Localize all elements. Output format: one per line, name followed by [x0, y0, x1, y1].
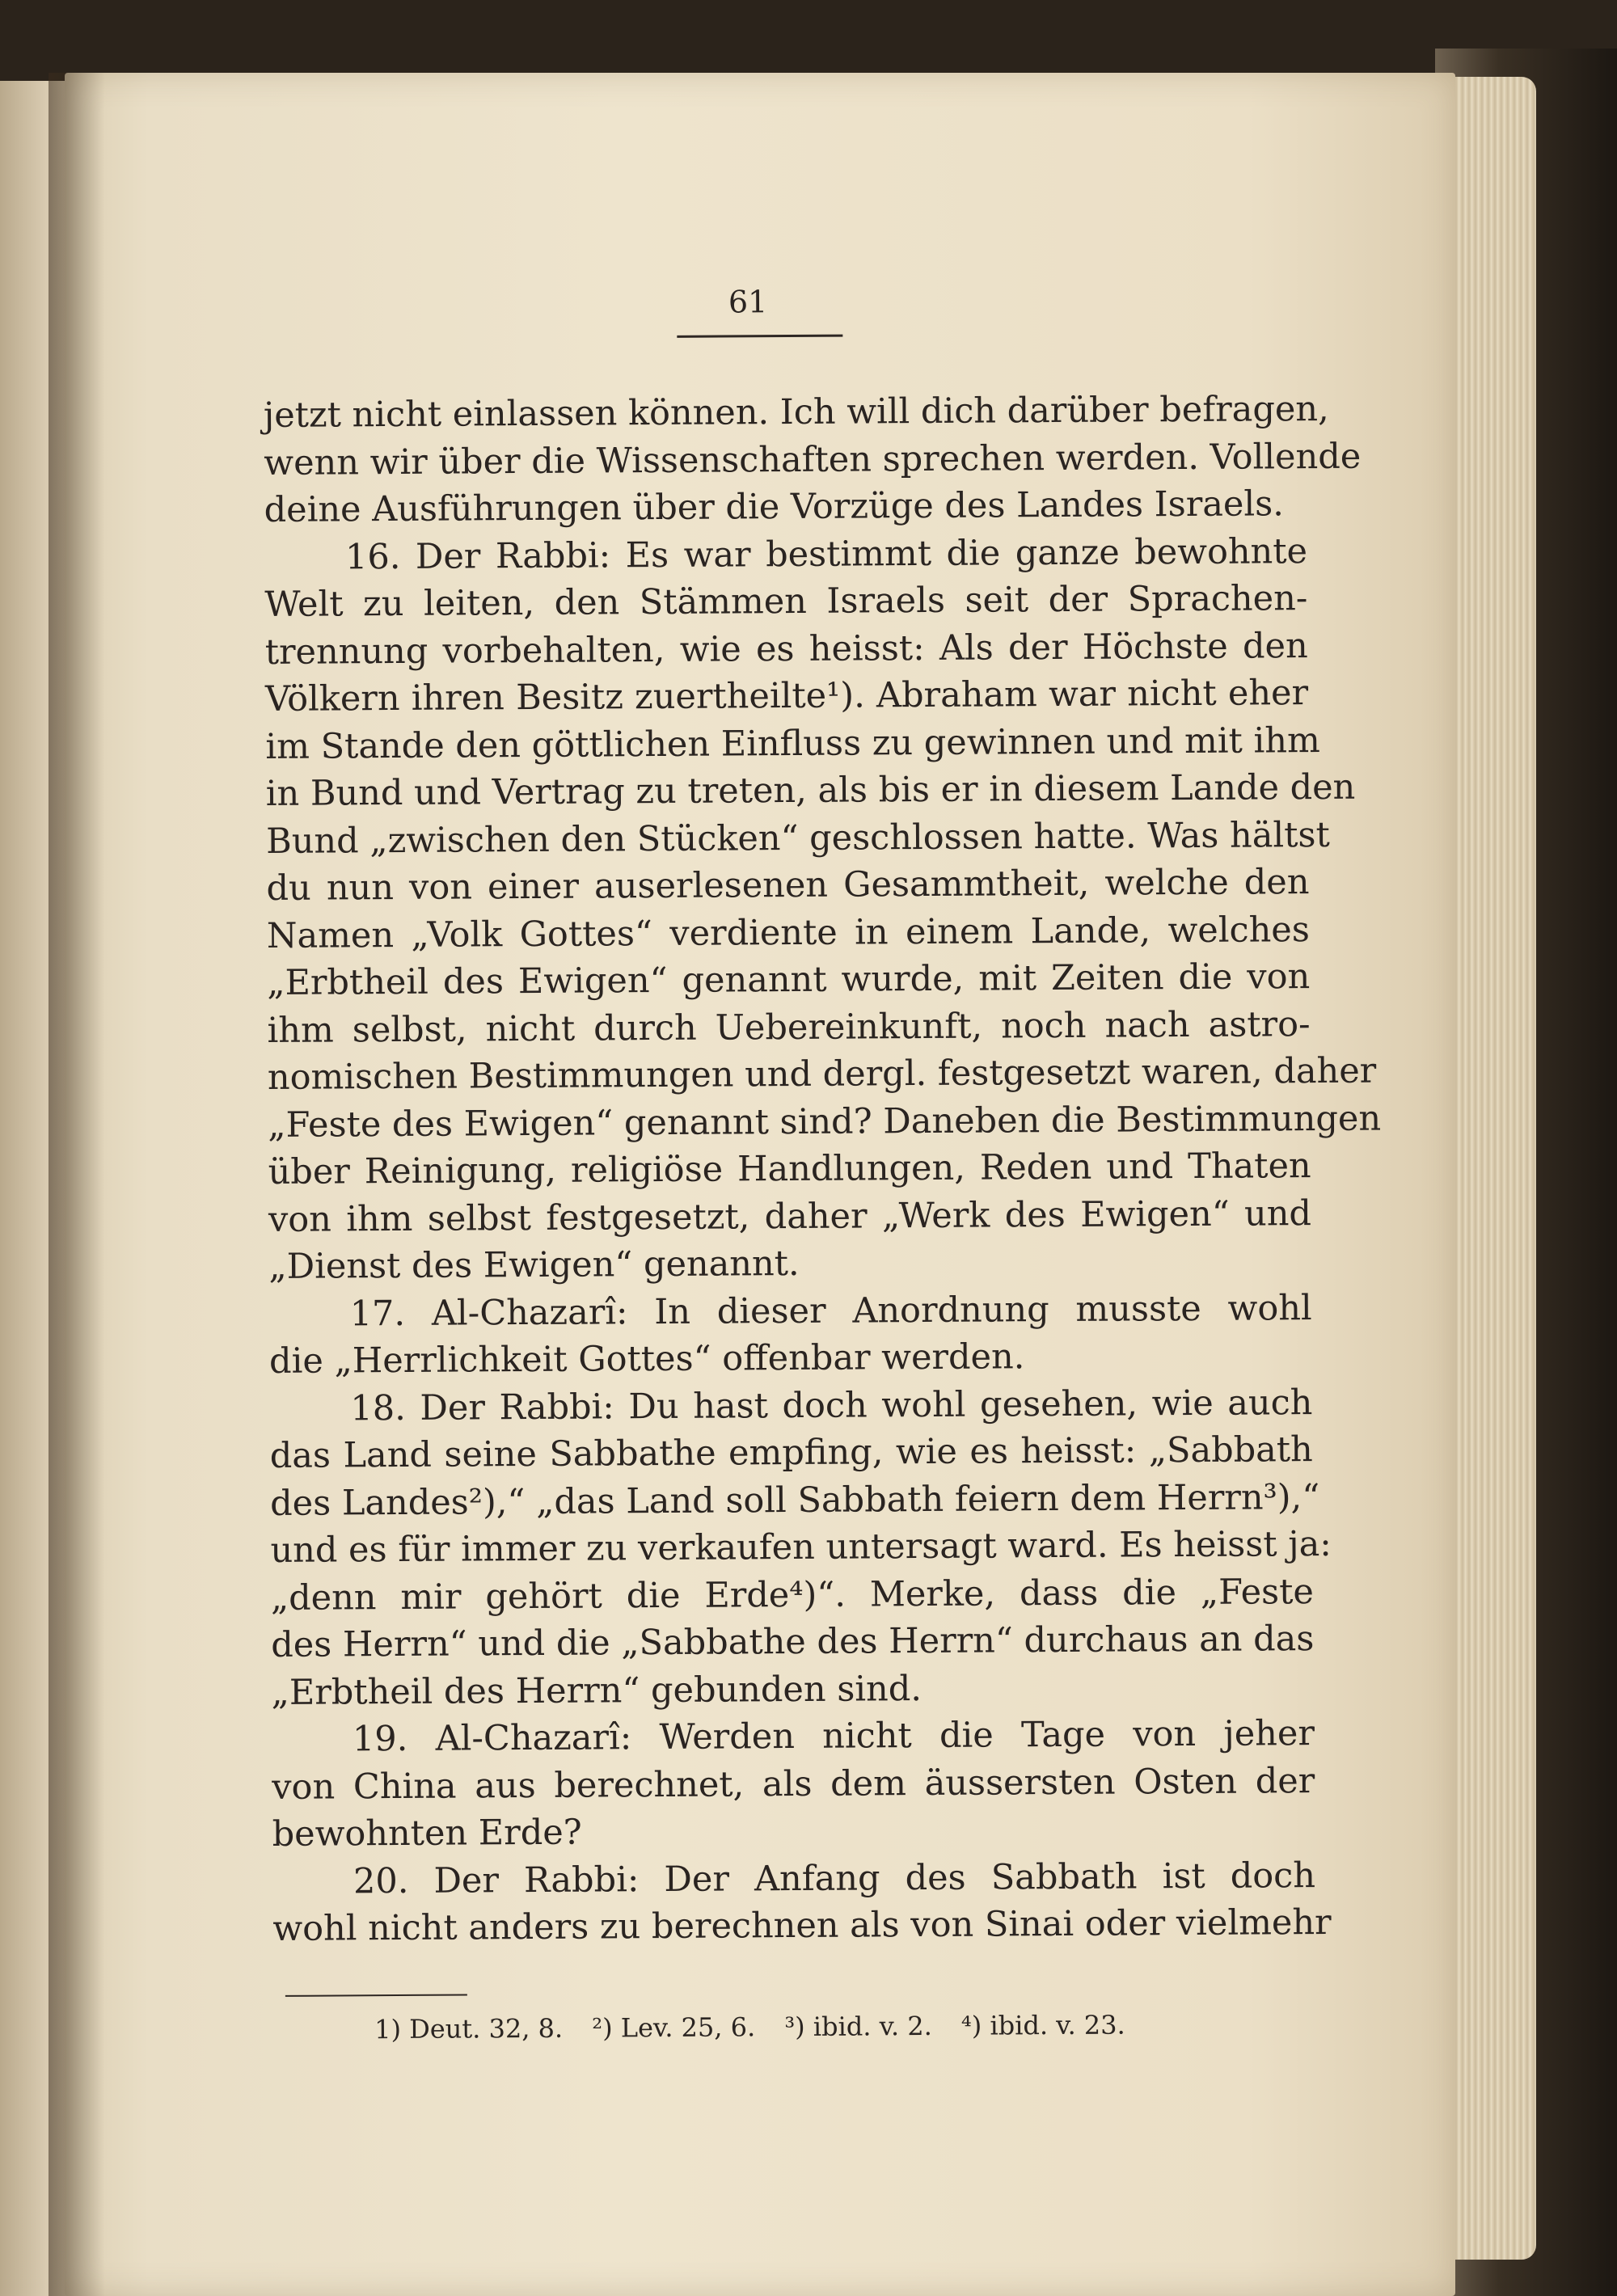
text-line: im Stande den göttlichen Einfluss zu gewinnen und mit ihm: [265, 720, 1320, 767]
text-line: Namen „Volk Gottes“ verdiente in einem Lande, welches: [266, 909, 1311, 956]
text-line: bewohnten Erde?: [272, 1812, 582, 1855]
footnotes: [374, 2008, 1312, 2045]
footnote-1: 1) Deut. 32, 8.: [374, 2012, 564, 2045]
book-page: [65, 73, 1455, 2296]
text-line: ihm selbst, nicht durch Uebereinkunft, noch nach astro-: [267, 1003, 1311, 1051]
paragraph-19-start: 19. Al-Chazarî: Werden nicht die Tage von jeher: [352, 1713, 1315, 1760]
body-text: [263, 386, 1382, 1952]
text-line: trennung vorbehalten, wie es heisst: Als der Höchste den: [264, 625, 1308, 673]
text-line: wohl nicht anders zu berechnen als von Sinai oder vielmehr: [272, 1901, 1332, 1949]
text-line: „Feste des Ewigen“ genannt sind? Daneben die Bestimmungen: [268, 1098, 1382, 1146]
paragraph-18-start: 18. Der Rabbi: Du hast doch wohl gesehen, wie auch: [350, 1382, 1313, 1429]
gutter-shadow: [49, 73, 105, 2296]
footnote-4: ⁴) ibid. v. 23.: [960, 2009, 1125, 2041]
text-line: „denn mir gehört die Erde⁴)“. Merke, dass die „Feste: [270, 1571, 1315, 1619]
text-line: „Erbtheil des Ewigen“ genannt wurde, mit Zeiten die von: [267, 956, 1311, 1003]
text-line: das Land seine Sabbathe empfing, wie es heisst: „Sabbath: [269, 1429, 1313, 1476]
text-line: wenn wir über die Wissenschaften sprechen werden. Vollende: [264, 436, 1362, 483]
text-line: des Herrn“ und die „Sabbathe des Herrn“ durchaus an das: [271, 1619, 1315, 1665]
text-line: deine Ausführungen über die Vorzüge des Landes Israels.: [264, 483, 1285, 530]
text-line: du nun von einer auserlesenen Gesammtheit, welche den: [266, 862, 1310, 909]
footnote-rule: [285, 1994, 467, 1996]
text-line: über Reinigung, religiöse Handlungen, Reden und Thaten: [268, 1146, 1311, 1192]
text-line: in Bund und Vertrag zu treten, als bis er in diesem Lande den: [265, 766, 1356, 814]
text-line: und es für immer zu verkaufen untersagt ward. Es heisst ja:: [270, 1523, 1332, 1571]
text-line: von ihm selbst festgesetzt, daher „Werk des Ewigen“ und: [268, 1192, 1312, 1240]
text-line: die „Herrlichkeit Gottes“ offenbar werden.: [268, 1336, 1025, 1382]
text-line: nomischen Bestimmungen und dergl. festgesetzt waren, daher: [267, 1050, 1377, 1098]
text-line: von China aus berechnet, als dem äussersten Osten der: [272, 1760, 1315, 1808]
text-line: Völkern ihren Besitz zuertheilte¹). Abraham war nicht eher: [264, 673, 1309, 720]
text-line: „Dienst des Ewigen“ genannt.: [268, 1243, 800, 1287]
text-line: Welt zu leiten, den Stämmen Israels seit der Sprachen-: [264, 578, 1308, 625]
text-line: Bund „zwischen den Stücken“ geschlossen hatte. Was hältst: [266, 814, 1330, 862]
page-number: 61: [728, 284, 768, 320]
footnote-3: ³) ibid. v. 2.: [784, 2010, 932, 2043]
text-line: „Erbtheil des Herrn“ gebunden sind.: [271, 1668, 922, 1713]
page-content: [263, 284, 1382, 2045]
paragraph-16-start: 16. Der Rabbi: Es war bestimmt die ganze bewohnte: [344, 530, 1308, 577]
footnote-2: ²) Lev. 25, 6.: [592, 2011, 756, 2044]
text-line: jetzt nicht einlassen können. Ich will dich darüber befragen,: [263, 388, 1329, 436]
paragraph-17-start: 17. Al-Chazarî: In dieser Anordnung musste wohl: [349, 1287, 1312, 1334]
header-rule: [677, 335, 842, 338]
text-line: des Landes²),“ „das Land soll Sabbath feiern dem Herrn³),“: [270, 1476, 1320, 1524]
paragraph-20-start: 20. Der Rabbi: Der Anfang des Sabbath ist doch: [353, 1855, 1316, 1901]
